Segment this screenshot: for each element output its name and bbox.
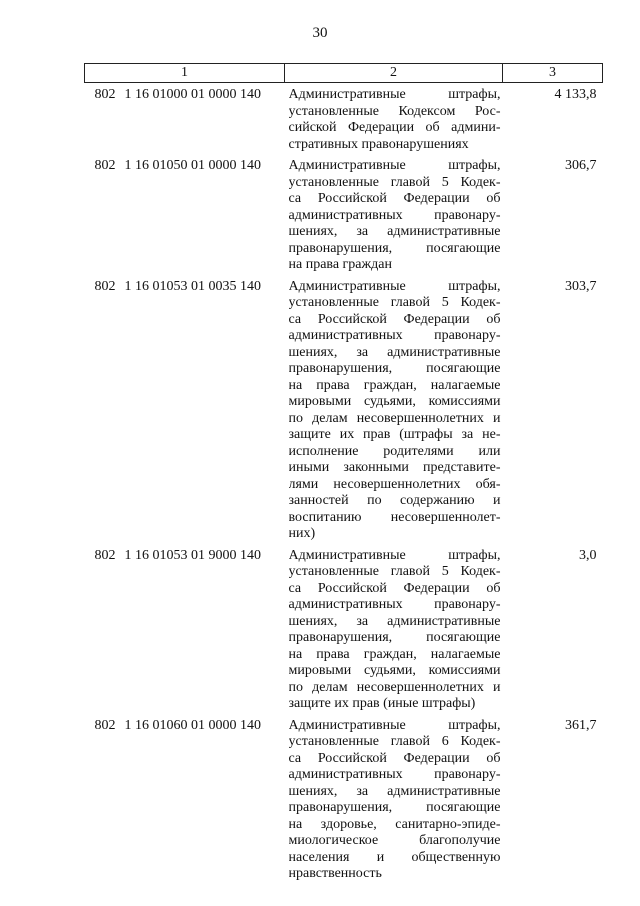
column-header-2: 2 [285, 64, 503, 83]
description-line: на здоровье, санитарно-эпиде- [288, 816, 501, 832]
description-line: лями несовершеннолетних обя- [288, 476, 501, 492]
description-line: населения и общественную [288, 849, 501, 865]
classification-code: 1 16 01053 01 9000 140 [124, 547, 261, 563]
description-line: мировыми судьями, комиссиями [288, 394, 501, 409]
column-header-3: 3 [503, 64, 603, 83]
amount-cell: 361,7 [565, 717, 597, 733]
description-line: Административные штрафы, [288, 547, 501, 563]
admin-code: 802 [94, 547, 116, 563]
admin-code: 802 [94, 158, 116, 173]
description-line: административных правонару- [288, 767, 501, 782]
classification-code: 1 16 01050 01 0000 140 [124, 158, 261, 173]
description-line: шениях, за административные [288, 344, 501, 360]
table-row [85, 714, 603, 884]
budget-table [84, 63, 603, 884]
classification-code: 1 16 01000 01 0000 140 [124, 87, 261, 102]
description-line: Административные штрафы, [288, 717, 501, 733]
description-line: са Российской Федерации об [288, 191, 501, 206]
budget-code-cell [85, 83, 285, 155]
description-line: исполнение родителями или [288, 443, 501, 459]
description-line: административных правонару- [288, 207, 501, 223]
description-cell [285, 544, 503, 714]
description-line: нравственность [288, 866, 382, 881]
description-line: сийской Федерации об админи- [288, 120, 501, 135]
description-line: Административные штрафы, [288, 278, 501, 294]
description-line: шениях, за административные [288, 613, 501, 629]
description-line: правонарушения, посягающие [288, 361, 501, 376]
description-line: правонарушения, посягающие [288, 240, 501, 256]
description-line: занностей по содержанию и [288, 493, 501, 508]
table-row [85, 83, 603, 155]
description-line: шениях, за административные [288, 783, 501, 799]
description-line: правонарушения, посягающие [288, 630, 501, 645]
budget-code-cell [85, 275, 285, 544]
amount-cell: 4 133,8 [554, 87, 597, 102]
description-line: са Российской Федерации об [288, 311, 501, 327]
description-line: по делам несовершеннолетних и [288, 679, 501, 695]
description-cell [285, 714, 503, 884]
table-row [85, 544, 603, 714]
description-line: са Российской Федерации об [288, 580, 501, 596]
description-line: установленные Кодексом Рос- [288, 103, 501, 119]
description-line: защите их прав (штрафы за не- [288, 427, 501, 442]
admin-code: 802 [94, 87, 116, 102]
description-line: иными законными представите- [288, 460, 501, 475]
amount-cell: 3,0 [579, 547, 597, 563]
description-line: них) [288, 526, 316, 541]
budget-code-cell [85, 154, 285, 275]
description-line: установленные главой 5 Кодек- [288, 564, 501, 579]
admin-code: 802 [94, 717, 116, 733]
description-line: миологическое благополучие [288, 833, 501, 848]
description-line: стративных правонарушениях [288, 136, 469, 152]
column-header-1: 1 [85, 64, 285, 83]
budget-code-cell [85, 714, 285, 884]
description-line: защите их прав (иные штрафы) [288, 696, 476, 711]
description-line: Административные штрафы, [288, 158, 501, 173]
description-line: установленные главой 6 Кодек- [288, 734, 501, 749]
description-line: правонарушения, посягающие [288, 800, 501, 815]
classification-code: 1 16 01060 01 0000 140 [124, 717, 261, 733]
budget-code-cell [85, 544, 285, 714]
description-line: на права граждан [288, 257, 393, 272]
table-header-row [85, 64, 603, 83]
description-line: мировыми судьями, комиссиями [288, 663, 501, 678]
description-line: са Российской Федерации об [288, 750, 501, 766]
page-number: 30 [312, 25, 328, 41]
description-line: Административные штрафы, [288, 87, 501, 102]
description-cell [285, 83, 503, 155]
description-line: административных правонару- [288, 328, 501, 343]
description-line: на права граждан, налагаемые [288, 646, 501, 662]
description-line: на права граждан, налагаемые [288, 377, 501, 393]
admin-code: 802 [94, 278, 116, 294]
description-line: установленные главой 5 Кодек- [288, 174, 501, 190]
table-body [85, 83, 603, 884]
description-cell [285, 275, 503, 544]
table-row [85, 275, 603, 544]
description-line: установленные главой 5 Кодек- [288, 295, 501, 310]
description-line: по делам несовершеннолетних и [288, 410, 501, 426]
description-line: административных правонару- [288, 597, 501, 612]
amount-cell: 303,7 [565, 278, 597, 294]
description-line: шениях, за административные [288, 224, 501, 239]
description-cell [285, 154, 503, 275]
classification-code: 1 16 01053 01 0035 140 [124, 278, 261, 294]
table-row [85, 154, 603, 275]
description-line: воспитанию несовершеннолет- [288, 509, 501, 525]
amount-cell: 306,7 [565, 158, 597, 173]
